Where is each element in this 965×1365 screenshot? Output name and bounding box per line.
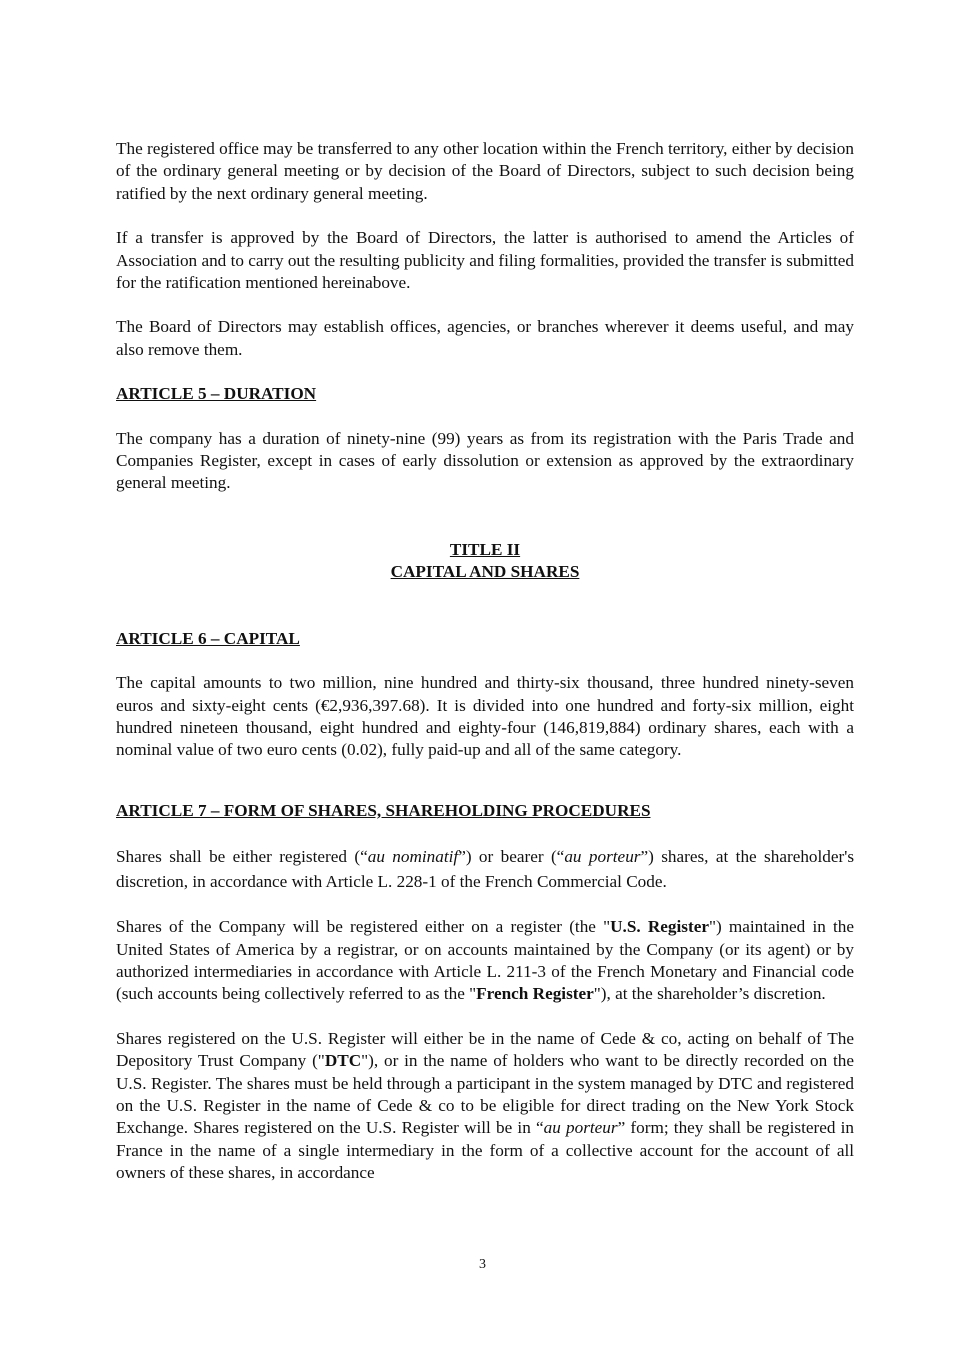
italic-term: au porteur <box>543 1118 618 1138</box>
paragraph-offices-agencies: The Board of Directors may establish offices, agencies, or branches wherever it deems useful, and may also remove them. <box>116 317 854 359</box>
title-2-line1: TITLE II <box>449 539 521 559</box>
text-segment: "), at the shareholder’s discretion. <box>593 984 826 1004</box>
article-7-heading: ARTICLE 7 – FORM OF SHARES, SHAREHOLDING PROCEDURES <box>116 800 651 820</box>
article-7-paragraph-3 <box>116 1028 854 1185</box>
article-5-heading: ARTICLE 5 – DURATION <box>116 384 317 404</box>
article-5-text: The company has a duration of ninety-nine (99) years as from its registration with the Paris Trade and Companies Register, except in cases of early dissolution or extension as approved by the extraordinary general meeting. <box>116 428 854 493</box>
article-6-heading: ARTICLE 6 – CAPITAL <box>116 628 300 648</box>
bold-term: French Register <box>476 984 594 1004</box>
text-segment: ") maintained in the United States of America by a registrar, or on accounts maintained by the Company (or its agent) or by authorized intermediaries in accordance with Article L. 211-3 of the French Monetary and Financial code (such accounts being collectively referred to as the " <box>116 917 854 1004</box>
text-segment: Shares registered on the U.S. Register will either be in the name of Cede & co, acting on behalf of The Depository Trust Company (" <box>116 1028 854 1071</box>
article-6-text: The capital amounts to two million, nine hundred and thirty-six thousand, three hundred ninety-seven euros and sixty-eight cents (€2,936,397.68). It is divided into one hundred and forty-six million, eight hundred nineteen thousand, eight hundred and eighty-four (146,819,884) ordinary shares, each with a nominal value of two euro cents (0.02), fully paid-up and all of the same category. <box>116 673 854 760</box>
text-segment: ”) shares, at the shareholder's discretion, in accordance with Article L. 228-1 of the French Commercial Code. <box>116 847 855 892</box>
text-segment: Shares shall be either registered (“ <box>116 847 368 867</box>
title-2-line2: CAPITAL AND SHARES <box>390 562 580 582</box>
italic-term: au nominatif <box>367 847 459 867</box>
paragraph-board-transfer: If a transfer is approved by the Board of Directors, the latter is authorised to amend the Articles of Association and to carry out the resulting publicity and filing formalities, provided the transfer is submitted for the ratification mentioned hereinabove. <box>116 228 854 293</box>
bold-term: U.S. Register <box>610 917 709 937</box>
italic-term: au porteur <box>564 847 641 867</box>
page-number: 3 <box>479 1257 486 1272</box>
paragraph-office-transfer: The registered office may be transferred to any other location within the French territory, either by decision of the ordinary general meeting or by decision of the Board of Directors, subject to such decision being ratified by the next ordinary general meeting. <box>116 139 854 203</box>
text-segment: ”) or bearer (“ <box>458 847 565 867</box>
article-7-paragraph-2 <box>116 916 854 1006</box>
text-segment: Shares of the Company will be registered either on a register (the " <box>116 917 611 937</box>
title-2-block <box>116 539 854 584</box>
document-page <box>116 138 854 1185</box>
bold-term: DTC <box>324 1051 362 1071</box>
text-segment: "), or in the name of holders who want to be directly recorded on the U.S. Register. The shares must be held through a participant in the system managed by DTC and registered on the U.S. Register in the name of Cede & co to be eligible for direct trading on the New York Stock Exchange. Shares registered on the U.S. Register will be in “ <box>116 1051 854 1138</box>
text-segment: ” form; they shall be registered in France in the name of a single intermediary in the form of a collective account for the account of all owners of these shares, in accordance <box>116 1118 855 1183</box>
article-7-paragraph-1 <box>116 844 854 894</box>
